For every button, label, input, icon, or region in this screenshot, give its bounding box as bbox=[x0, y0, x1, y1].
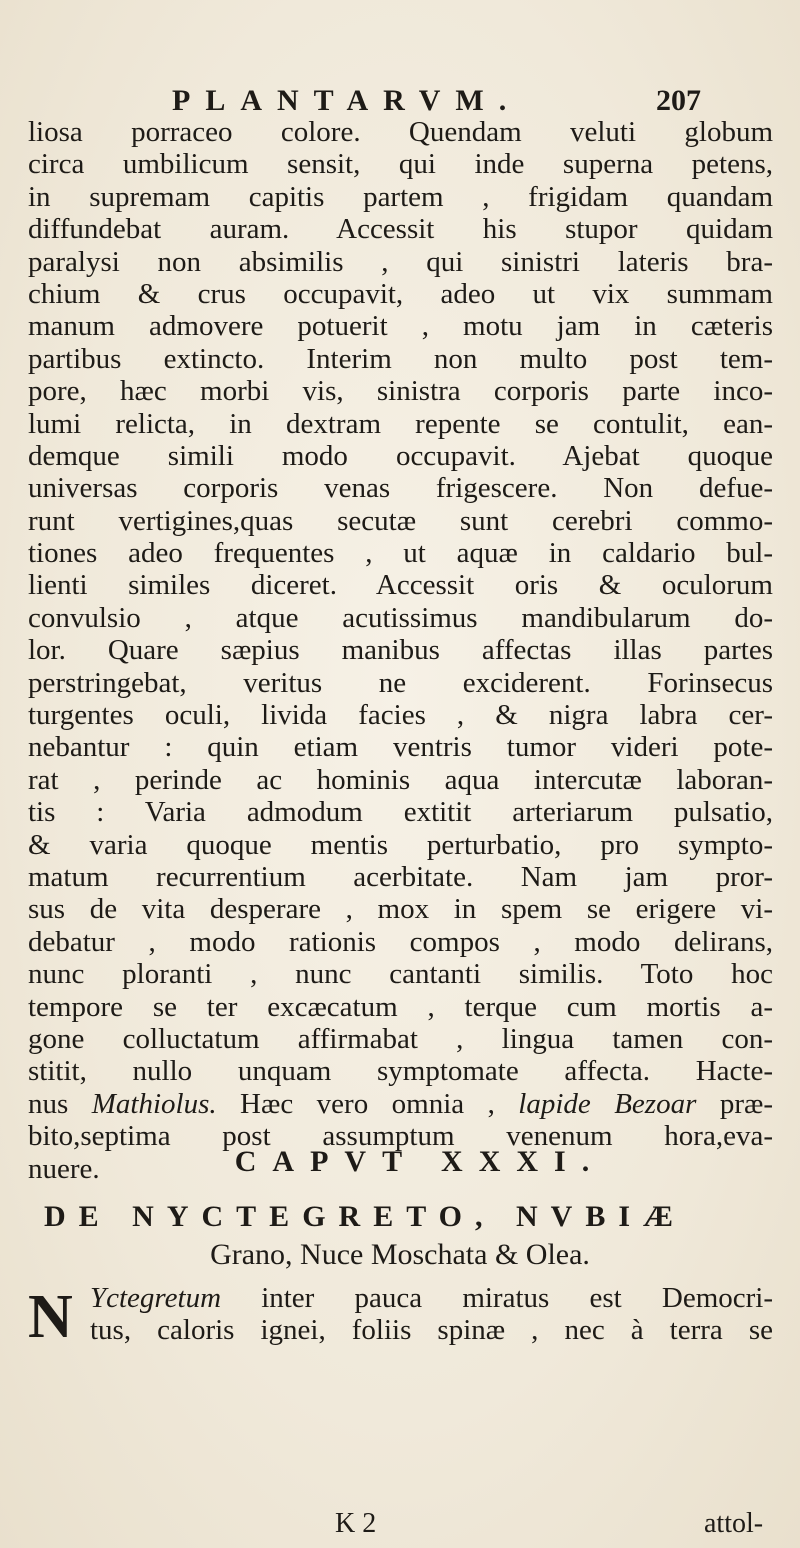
chapter-heading: CAPVT XXXI. bbox=[234, 1145, 606, 1178]
text-line bbox=[90, 1282, 773, 1314]
text-line: runt vertigines,quas secutæ sunt cerebri commo- bbox=[28, 504, 773, 537]
page-number: 207 bbox=[656, 84, 701, 117]
text-fragment: Hæc vero omnia , bbox=[216, 1087, 519, 1120]
text-line: turgentes oculi, livida facies , & nigra labra cer- bbox=[28, 699, 773, 732]
drop-cap: N bbox=[28, 1283, 73, 1351]
text-line: pore, hæc morbi vis, sinistra corporis parte inco- bbox=[28, 375, 773, 408]
signature-mark: K 2 bbox=[335, 1508, 377, 1539]
chapter-paragraph bbox=[28, 1282, 773, 1351]
chapter-title: DE NYCTEGRETO, NVBIÆ bbox=[44, 1200, 687, 1233]
text-line: partibus extincto. Interim non multo post tem- bbox=[28, 342, 773, 375]
text-line: tus, caloris ignei, foliis spinæ , nec à terra se bbox=[90, 1314, 773, 1347]
text-fragment: nus bbox=[28, 1087, 92, 1120]
text-line: demque simili modo occupavit. Ajebat quoque bbox=[28, 439, 773, 472]
text-line: tempore se ter excæcatum , terque cum mortis a- bbox=[28, 990, 773, 1023]
page-footer bbox=[0, 1508, 800, 1542]
text-line: rat , perinde ac hominis aqua intercutæ laboran- bbox=[28, 763, 773, 796]
text-line: circa umbilicum sensit, qui inde superna petens, bbox=[28, 148, 773, 181]
text-line: bito,septima post assumptum venenum hora,eva- bbox=[28, 1120, 773, 1153]
body-text bbox=[28, 116, 773, 1185]
text-line: matum recurrentium acerbitate. Nam jam pror- bbox=[28, 860, 773, 893]
text-line bbox=[28, 1088, 773, 1120]
running-title: PLANTARVM. bbox=[172, 84, 522, 117]
text-fragment: inter pauca miratus est Democri- bbox=[221, 1282, 773, 1314]
plant-name: Yctegretum bbox=[90, 1282, 222, 1314]
catchword: attol- bbox=[704, 1508, 764, 1539]
text-line: nunc ploranti , nunc cantanti similis. Toto hoc bbox=[28, 958, 773, 991]
text-line: tiones adeo frequentes , ut aquæ in caldario bul- bbox=[28, 537, 773, 570]
text-line: paralysi non absimilis , qui sinistri lateris bra- bbox=[28, 245, 773, 278]
text-line: liosa porraceo colore. Quendam veluti globum bbox=[28, 116, 773, 148]
text-line: lumi relicta, in dextram repente se contulit, ean- bbox=[28, 407, 773, 440]
text-line: & varia quoque mentis perturbatio, pro sympto- bbox=[28, 828, 773, 861]
remedy-name: lapide Bezoar bbox=[518, 1087, 697, 1120]
text-line: nuere. bbox=[28, 1152, 100, 1185]
text-fragment: præ- bbox=[696, 1087, 773, 1120]
author-name: Mathiolus. bbox=[91, 1087, 217, 1120]
text-line: sus de vita desperare , mox in spem se erigere vi- bbox=[28, 893, 773, 926]
text-line: gone colluctatum affirmabat , lingua tamen con- bbox=[28, 1022, 773, 1055]
text-line: universas corporis venas frigescere. Non defue- bbox=[28, 472, 773, 505]
text-line: perstringebat, veritus ne exciderent. Forinsecus bbox=[28, 666, 773, 699]
text-line: tis : Varia admodum extitit arteriarum pulsatio, bbox=[28, 796, 773, 829]
text-line: nebantur : quin etiam ventris tumor videri pote- bbox=[28, 731, 773, 764]
text-line: lienti similes diceret. Accessit oris & oculorum bbox=[28, 569, 773, 602]
text-line: manum admovere potuerit , motu jam in cæteris bbox=[28, 310, 773, 343]
text-line: lor. Quare sæpius manibus affectas illas partes bbox=[28, 634, 773, 667]
text-line: stitit, nullo unquam symptomate affecta. Hacte- bbox=[28, 1055, 773, 1088]
text-line: debatur , modo rationis compos , modo delirans, bbox=[28, 925, 773, 958]
chapter-subtitle: Grano, Nuce Moschata & Olea. bbox=[210, 1238, 590, 1271]
text-line: convulsio , atque acutissimus mandibularum do- bbox=[28, 601, 773, 634]
text-line: chium & crus occupavit, adeo ut vix summam bbox=[28, 277, 773, 310]
text-line: in supremam capitis partem , frigidam quandam bbox=[28, 180, 773, 213]
text-line: diffundebat auram. Accessit his stupor quidam bbox=[28, 213, 773, 246]
